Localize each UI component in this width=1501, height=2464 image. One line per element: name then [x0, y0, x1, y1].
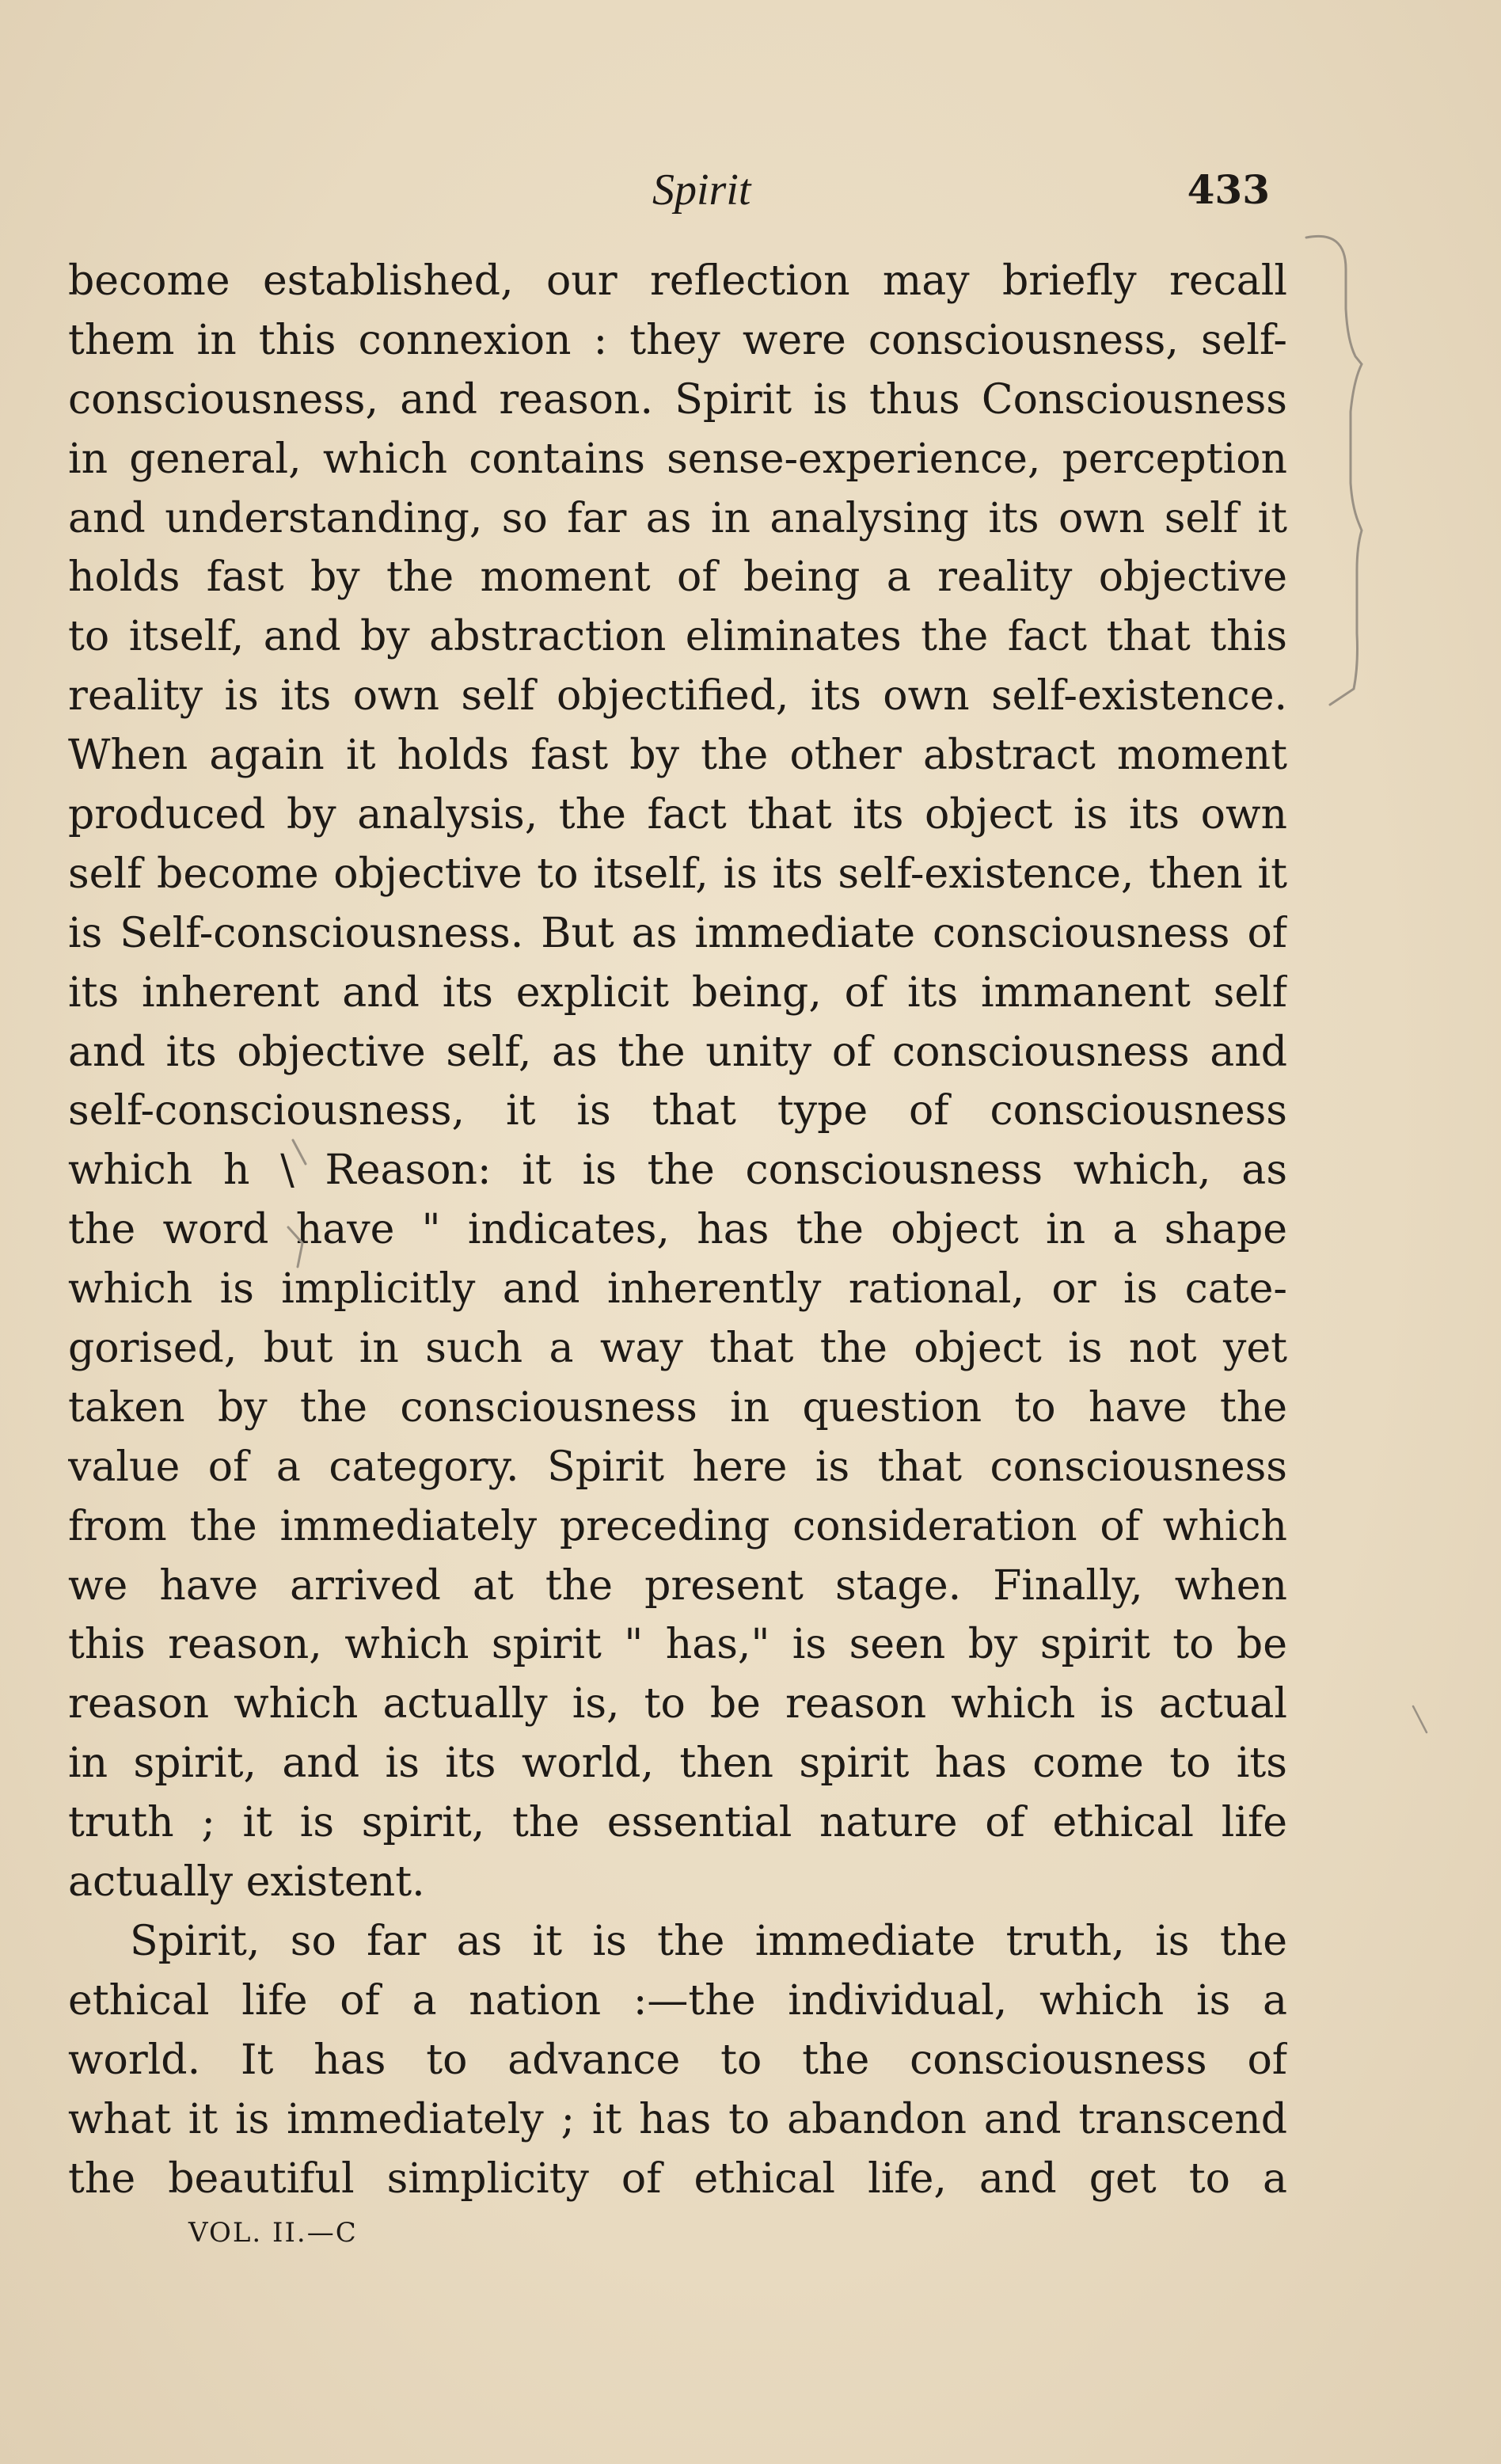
text-line: from the immediately preceding consideration of which [68, 1502, 1287, 1550]
text-line: which h \ Reason: it is the consciousness which, as [68, 1146, 1287, 1195]
text-line: in spirit, and is its world, then spirit has come to its [68, 1740, 1287, 1788]
text-line: them in this connexion : they were consciousness, self- [68, 316, 1287, 364]
text-line: what it is immediately ; it has to abandon and transcend [68, 2095, 1287, 2143]
text-line: taken by the consciousness in question to have the [68, 1383, 1287, 1432]
pencil-stroke-mark [261, 1124, 325, 1283]
text-line: ethical life of a nation :—the individual, which is a [68, 1976, 1287, 2025]
text-line: the beautiful simplicity of ethical life, and get to a [68, 2154, 1287, 2203]
text-line: actually existent. [68, 1858, 425, 1907]
text-line: holds fast by the moment of being a reality objective [68, 553, 1287, 602]
text-line: value of a category. Spirit here is that consciousness [68, 1443, 1287, 1491]
text-line: world. It has to advance to the consciousness of [68, 2036, 1287, 2084]
text-line: produced by analysis, the fact that its object is its own [68, 791, 1287, 839]
text-line: to itself, and by abstraction eliminates the fact that this [68, 613, 1287, 661]
text-line: which is implicitly and inherently rational, or is cate- [68, 1265, 1287, 1314]
body-text [68, 252, 1287, 2208]
text-line: consciousness, and reason. Spirit is thus Consciousness [68, 375, 1287, 424]
pencil-tick-mark [1409, 1702, 1433, 1742]
text-line: self-consciousness, it is that type of consciousness [68, 1087, 1287, 1135]
text-line: reality is its own self objectified, its own self-existence. [68, 672, 1287, 721]
text-line: we have arrived at the present stage. Finally, when [68, 1561, 1287, 1610]
signature-mark: VOL. II.—C [188, 2217, 358, 2249]
text-line: self become objective to itself, is its self-existence, then it [68, 850, 1287, 898]
text-line: and its objective self, as the unity of consciousness and [68, 1028, 1287, 1076]
page-number: 433 [1187, 166, 1270, 213]
text-line: is Self-consciousness. But as immediate consciousness of [68, 909, 1287, 957]
text-line: in general, which contains sense-experience, perception [68, 435, 1287, 483]
text-line: reason which actually is, to be reason which is actual [68, 1680, 1287, 1728]
pencil-bracket-mark [1298, 222, 1393, 728]
text-line: When again it holds fast by the other abstract moment [68, 732, 1287, 780]
text-line: truth ; it is spirit, the essential nature of ethical life [68, 1799, 1287, 1847]
text-line: gorised, but in such a way that the object is not yet [68, 1325, 1287, 1373]
page-header [66, 158, 1282, 222]
running-head: Spirit [652, 165, 751, 215]
text-line: Spirit, so far as it is the immediate truth, is the [130, 1917, 1287, 1965]
text-line: this reason, which spirit " has," is seen by spirit to be [68, 1621, 1287, 1669]
text-line: the word have " indicates, has the object in a shape [68, 1206, 1287, 1254]
text-line: and understanding, so far as in analysing its own self it [68, 494, 1287, 542]
text-line: become established, our reflection may briefly recall [68, 257, 1287, 305]
text-line: its inherent and its explicit being, of its immanent self [68, 968, 1287, 1017]
